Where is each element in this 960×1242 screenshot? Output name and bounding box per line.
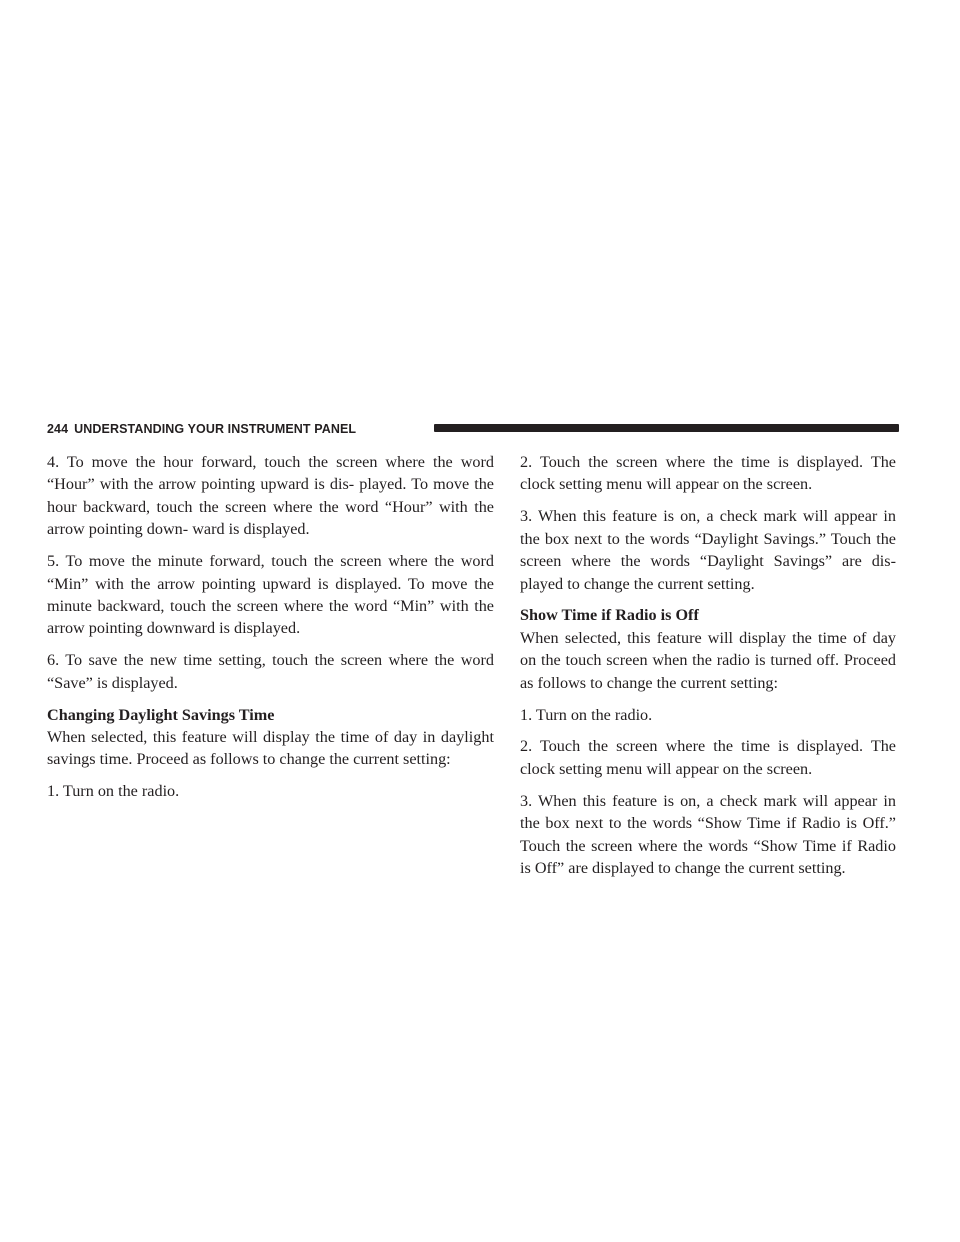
paragraph-show-time-step-3: 3. When this feature is on, a check mark will appear in the box next to the words “Show Time if Radio is Off.” Touch the screen where the words “Show Time if Radio is Off” are displayed to change the current setting. (520, 791, 896, 877)
section-heading-daylight-savings: Changing Daylight Savings Time (47, 705, 275, 724)
page-number: 244 (47, 422, 69, 436)
paragraph-daylight-step-1: 1. Turn on the radio. (47, 782, 180, 801)
paragraph-show-time-intro: When selected, this feature will display the time of day on the touch screen when the radio is turned off. Proceed as follows to change the current setting: (520, 628, 896, 692)
section-heading-show-time: Show Time if Radio is Off (520, 606, 699, 625)
paragraph-step-4: 4. To move the hour forward, touch the screen where the word “Hour” with the arrow pointing upward is dis- played. To move the hour backward, touch the screen where the word “Hour” with the arrow pointing down- ward is displayed. (47, 453, 494, 539)
paragraph-show-time-step-2: 2. Touch the screen where the time is displayed. The clock setting menu will appear on the screen. (520, 737, 896, 778)
paragraph-daylight-step-3: 3. When this feature is on, a check mark will appear in the box next to the words “Daylight Savings.” Touch the screen where the words “Daylight Savings” are dis- played to change the current setting. (520, 507, 896, 593)
right-column (520, 451, 896, 889)
header-rule (434, 424, 899, 432)
paragraph-step-5: 5. To move the minute forward, touch the screen where the word “Min” with the arrow pointing upward is displayed. To move the minute backward, touch the screen where the word “Min” with the arrow pointing downward is displayed. (47, 552, 494, 638)
paragraph-daylight-intro: When selected, this feature will display the time of day in daylight savings time. Proceed as follows to change the current setting: (47, 727, 494, 769)
left-column (47, 451, 494, 812)
paragraph-show-time-step-1: 1. Turn on the radio. (520, 705, 653, 724)
page-header (47, 419, 899, 441)
paragraph-step-6: 6. To save the new time setting, touch the screen where the word “Save” is displayed. (47, 651, 494, 692)
header-text (47, 422, 356, 436)
section-title: UNDERSTANDING YOUR INSTRUMENT PANEL (74, 422, 357, 436)
paragraph-daylight-step-2: 2. Touch the screen where the time is displayed. The clock setting menu will appear on the screen. (520, 453, 896, 494)
